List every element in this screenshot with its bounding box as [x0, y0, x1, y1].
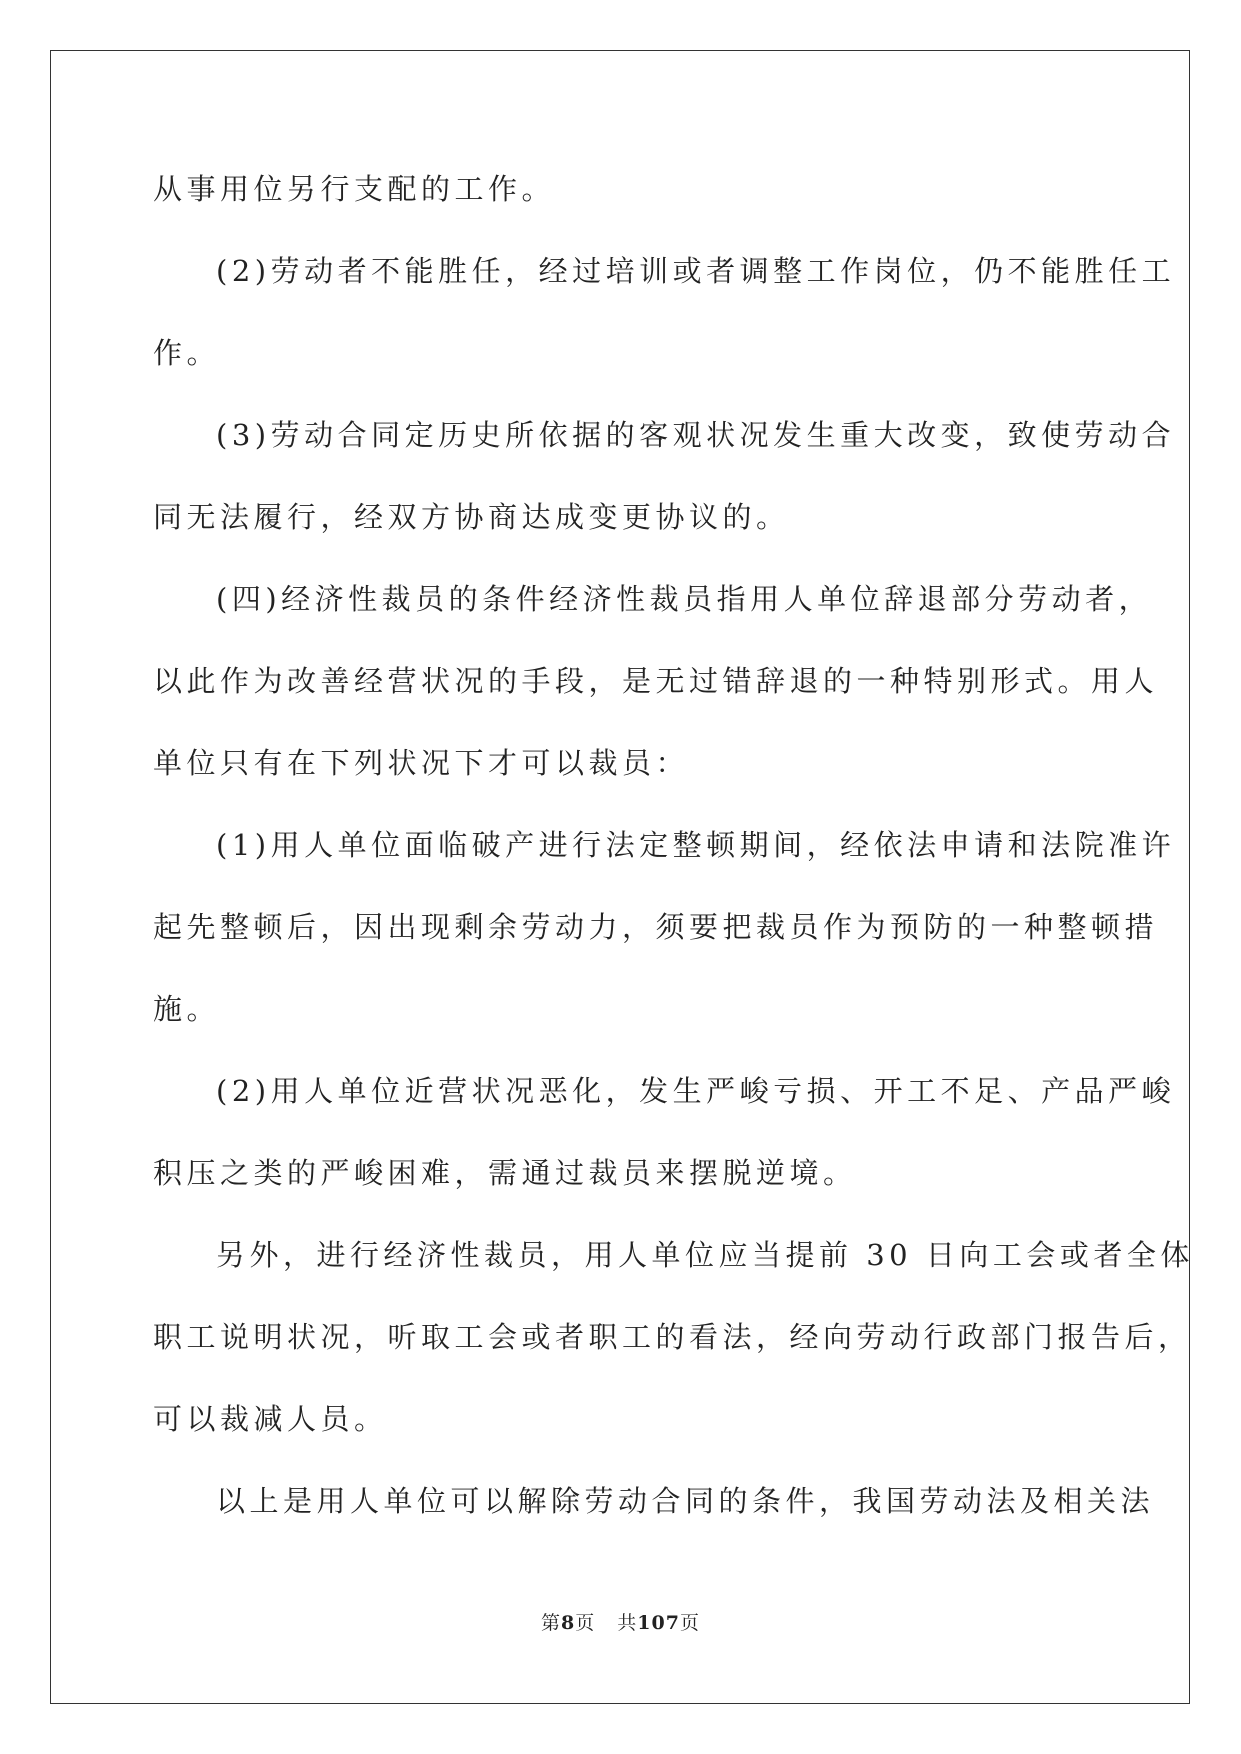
text-line: 单位只有在下列状况下才可以裁员：: [153, 746, 690, 780]
document-body: [153, 148, 1194, 1542]
text-line: (四)经济性裁员的条件经济性裁员指用人单位辞退部分劳动者，: [216, 582, 1153, 616]
footer-page-suffix: 页: [575, 1612, 596, 1634]
text-line: 起先整顿后，因出现剩余劳动力，须要把裁员作为预防的一种整顿措: [153, 910, 1159, 944]
page-number: 8: [561, 1612, 576, 1634]
text-line: 另外，进行经济性裁员，用人单位应当提前 30 日向工会或者全体: [216, 1238, 1194, 1272]
text-line: 可以裁减人员。: [153, 1402, 388, 1436]
text-line: (3)劳动合同定历史所依据的客观状况发生重大改变，致使劳动合: [216, 418, 1176, 452]
text-line: 以此作为改善经营状况的手段，是无过错辞退的一种特别形式。用人: [153, 664, 1159, 698]
text-line: 施。: [153, 992, 221, 1026]
text-line: 以上是用人单位可以解除劳动合同的条件，我国劳动法及相关法: [216, 1484, 1155, 1518]
text-line: (1)用人单位面临破产进行法定整顿期间，经依法申请和法院准许: [216, 828, 1176, 862]
text-line: (2)劳动者不能胜任，经过培训或者调整工作岗位，仍不能胜任工: [216, 254, 1176, 288]
text-line: 职工说明状况，听取工会或者职工的看法，经向劳动行政部门报告后，: [153, 1320, 1192, 1354]
text-line: 同无法履行，经双方协商达成变更协议的。: [153, 500, 790, 534]
footer-total-suffix: 页: [679, 1612, 700, 1634]
text-line: (2)用人单位近营状况恶化，发生严峻亏损、开工不足、产品严峻: [216, 1074, 1176, 1108]
footer-prefix: 第: [541, 1612, 562, 1634]
footer-total-prefix: 共: [617, 1612, 638, 1634]
text-line: 作。: [153, 336, 221, 370]
page-footer: [0, 1608, 1241, 1635]
total-pages: 107: [637, 1612, 680, 1634]
text-line: 积压之类的严峻困难，需通过裁员来摆脱逆境。: [153, 1156, 857, 1190]
text-line: 从事用位另行支配的工作。: [153, 172, 556, 206]
